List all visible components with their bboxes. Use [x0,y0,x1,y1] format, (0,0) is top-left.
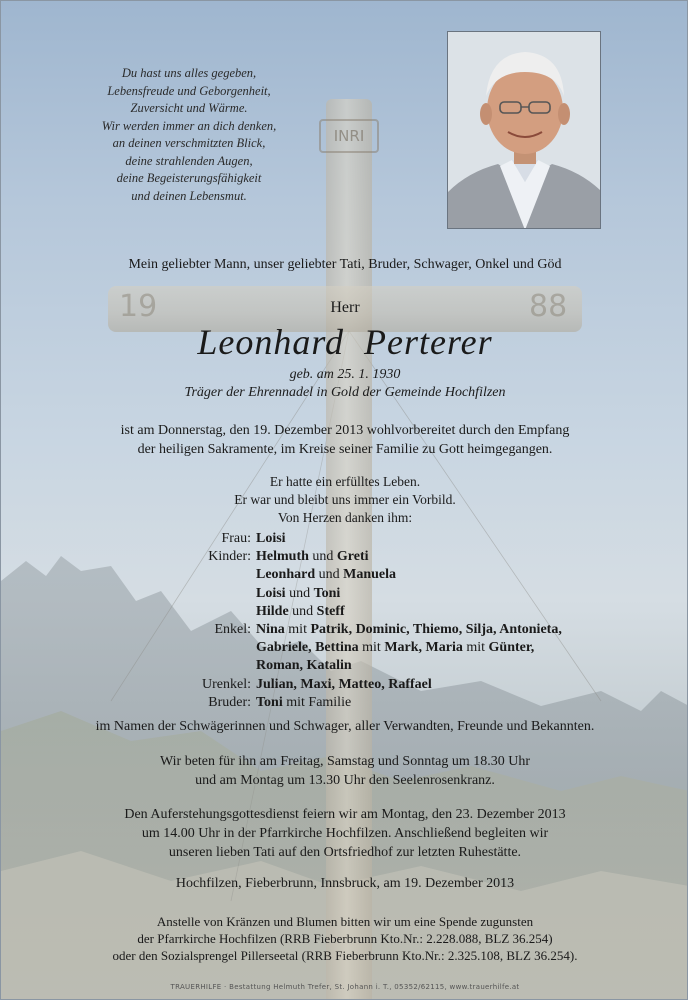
mourner-name: Patrik, Dominic, Thiemo, Silja, Antonieta, [310,622,562,638]
mourner-names [256,676,651,694]
life-line: Er hatte ein erfülltes Leben. [269,474,421,489]
prayer-line: Wir beten für ihn am Freitag, Samstag und Sonntag um 18.30 Uhr [160,754,530,769]
funeral-line: um 14.00 Uhr in der Pfarrkirche Hochfilzen. Anschließend begleiten wir [141,826,549,841]
mourner-names [256,530,651,548]
funeral-details [1,805,688,862]
mourner-row [191,603,651,621]
poem-line: Du hast uns alles gegeben, [121,66,257,80]
death-line: ist am Donnerstag, den 19. Dezember 2013 wohlvorbereitet durch den Empfang [120,423,570,438]
mourner-name: Hilde [256,603,289,619]
birth-and-honor [1,366,688,402]
mourner-row [191,548,651,566]
mourner-row [191,530,651,548]
mourner-row [191,657,651,675]
funeral-line: Den Auferstehungsgottesdienst feiern wir am Montag, den 23. Dezember 2013 [124,807,566,822]
mourner-name: Günter, [488,640,535,656]
poem-line: Lebensfreude und Geborgenheit, [107,83,271,98]
mourner-names [256,548,651,566]
relation-label: Bruder: [208,694,251,710]
portrait-image [448,32,601,229]
connector-text: und [288,603,317,619]
mourner-name: Gabriele, Bettina [256,640,359,656]
poem-line: Zuversicht und Wärme. [130,101,248,115]
relation-label: Enkel: [214,622,251,638]
death-notice [1,421,688,459]
cross-year-left: 19 [119,289,158,324]
mourner-name: Loisi [256,585,286,601]
mourner-name: Steff [316,603,345,619]
mourner-name: Toni [313,585,341,601]
mourner-row [191,621,651,639]
donation-line: oder den Sozialsprengel Pillerseetal (RRB Fieberbrunn Kto.Nr.: 2.325.108, BLZ 36.254). [112,948,578,963]
mourner-name: Greti [336,549,369,565]
mourner-names [256,621,651,639]
mourner-name: Nina [256,622,285,638]
salutation: Herr [330,299,360,316]
relation-label: Frau: [221,531,251,546]
poem-line: deine Begeisterungsfähigkeit [116,171,262,185]
relation-label [191,639,256,657]
poem-line: deine strahlenden Augen, [125,153,253,168]
mourner-name: Leonhard [256,567,316,583]
prayer-schedule [1,752,688,790]
mourner-names [256,566,651,584]
relation-label [191,603,256,621]
life-tribute [1,473,688,527]
cross-inri-plate: INRI [319,119,379,153]
relation-label [191,585,256,603]
poem-line: und deinen Lebensmut. [131,188,247,203]
connector-text: mit [462,640,489,656]
mourner-names [256,657,651,675]
relation-label [191,566,256,584]
portrait-photo [447,31,601,229]
mourner-names [256,585,651,603]
mourner-row [191,694,651,712]
poem-line: an deinen verschmitzten Blick, [112,136,266,150]
relationship-intro: Mein geliebter Mann, unser geliebter Tati, Bruder, Schwager, Onkel und Göd [128,257,562,272]
mourner-name: Loisi [256,531,286,546]
relation-label [191,657,256,675]
mourner-name: Roman, Katalin [256,658,352,674]
connector-text: mit [284,622,311,638]
poem-line: Wir werden immer an dich denken, [101,118,277,133]
relation-label: Kinder: [208,549,251,565]
mourner-row [191,585,651,603]
donation-request [1,913,688,964]
place-and-date: Hochfilzen, Fieberbrunn, Innsbruck, am 19. Dezember 2013 [175,876,515,891]
mourner-row [191,639,651,657]
connector-text: und [308,549,337,565]
donation-line: der Pfarrkirche Hochfilzen (RRB Fieberbrunn Kto.Nr.: 2.228.088, BLZ 36.254) [137,931,553,946]
deceased-name: Leonhard Perterer [197,322,493,362]
relatives-line: im Namen der Schwägerinnen und Schwager, aller Verwandten, Freunde und Bekannten. [95,719,595,734]
mourner-row [191,566,651,584]
donation-line: Anstelle von Kränzen und Blumen bitten wir um eine Spende zugunsten [156,914,534,929]
mourner-names [256,694,651,712]
mourner-names [256,639,651,657]
mourner-name: Julian, Maxi, Matteo, Raffael [256,676,432,692]
funeral-home-footer: TRAUERHILFE · Bestattung Helmuth Trefer, St. Johann i. T., 05352/62115, www.trauerhilfe.at [170,983,520,991]
connector-text: mit [358,640,385,656]
connector-text: mit Familie [282,694,352,710]
memorial-poem [61,65,317,205]
life-line: Er war und bleibt uns immer ein Vorbild. [234,492,456,507]
mourner-name: Manuela [343,567,397,583]
connector-text: und [315,567,344,583]
death-line: der heiligen Sakramente, im Kreise seiner Familie zu Gott heimgegangen. [137,442,553,457]
mourner-name: Helmuth [256,549,309,565]
mourner-name: Toni [256,694,283,710]
funeral-line: unseren lieben Tati auf den Ortsfriedhof zur letzten Ruhestätte. [168,845,522,860]
mourners-list [191,530,651,712]
mourner-names [256,603,651,621]
cross-year-right: 88 [529,289,568,324]
prayer-line: und am Montag um 13.30 Uhr den Seelenrosenkranz. [195,773,495,788]
mourner-name: Mark, Maria [384,640,463,656]
honor-text: Träger der Ehrennadel in Gold der Gemeinde Hochfilzen [184,385,506,400]
mourner-row [191,676,651,694]
relation-label: Urenkel: [202,676,251,692]
connector-text: und [285,585,314,601]
life-line: Von Herzen danken ihm: [277,510,413,525]
birth-date: geb. am 25. 1. 1930 [289,367,401,382]
